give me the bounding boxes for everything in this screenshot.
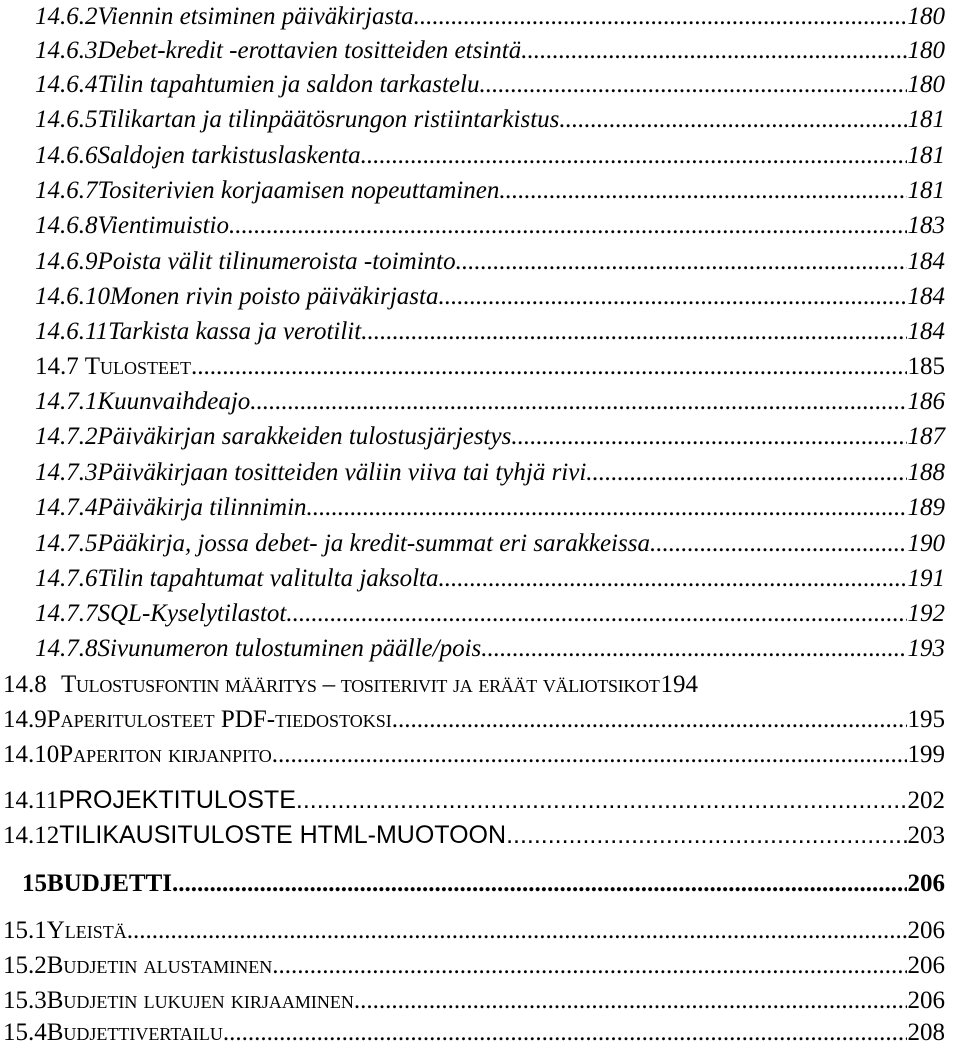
toc-page-number: 202	[907, 787, 945, 814]
dot-leader	[521, 34, 906, 68]
toc-entry-14-10[interactable]	[3, 738, 945, 772]
toc-number: 15.4	[3, 1019, 47, 1046]
dot-leader	[250, 385, 906, 419]
toc-entry-15-2[interactable]	[3, 949, 945, 983]
toc-title: Päiväkirja tilinnimin	[97, 494, 307, 521]
toc-page-number: 181	[907, 142, 945, 169]
toc-number: 14.6.8	[35, 212, 98, 239]
toc-page-number: 203	[907, 822, 945, 849]
toc-entry-14-6-9[interactable]	[35, 245, 945, 279]
toc-number: 14.7.3	[35, 459, 98, 486]
toc-title: Tilin tapahtumien ja saldon tarkastelu	[97, 71, 480, 98]
toc-title: Vientimuistio	[97, 212, 229, 239]
dot-leader	[586, 456, 906, 490]
toc-title: Monen rivin poisto päiväkirjasta	[110, 283, 439, 310]
toc-page-number: 191	[907, 565, 945, 592]
toc-entry-14-7-2[interactable]	[35, 420, 945, 454]
toc-page-number: 180	[907, 3, 945, 30]
toc-title: Sivunumeron tulostuminen päälle/pois	[97, 635, 482, 662]
toc-title: Yleistä	[46, 917, 127, 944]
toc-page-number: 206	[907, 952, 945, 979]
toc-number: 14.8	[3, 671, 47, 698]
toc-title: Kuunvaihdeajo	[97, 388, 251, 415]
toc-number: 15.1	[3, 917, 47, 944]
toc-title: Tulosteet	[84, 353, 192, 380]
toc-entry-14-7-8[interactable]	[35, 632, 945, 666]
toc-page-number: 184	[907, 318, 945, 345]
toc-title: Poista välit tilinumeroista -toiminto	[97, 248, 456, 275]
toc-number: 14.6.6	[35, 142, 98, 169]
toc-title: Budjetin lukujen kirjaaminen	[46, 987, 354, 1014]
toc-title: Paperitulosteet PDF-tiedostoksi	[46, 706, 392, 733]
toc-number: 14.7.4	[35, 494, 98, 521]
dot-leader	[307, 491, 907, 525]
toc-page-number: 199	[907, 741, 945, 768]
dot-leader	[361, 139, 907, 173]
toc-title: Debet-kredit -erottavien tositteiden etsintä	[97, 37, 522, 64]
toc-page-number: 189	[907, 494, 945, 521]
toc-entry-15-4[interactable]	[3, 1016, 945, 1050]
toc-number: 15.3	[3, 987, 47, 1014]
toc-page-number: 186	[907, 388, 945, 415]
toc-entry-14-7-5[interactable]	[35, 527, 945, 561]
dot-leader	[296, 783, 907, 817]
toc-page-number: 184	[907, 248, 945, 275]
toc-page-number: 190	[907, 530, 945, 557]
toc-title: PROJEKTITULOSTE	[58, 786, 296, 814]
toc-page-number: 206	[907, 917, 945, 944]
dot-leader	[354, 984, 907, 1018]
dot-leader	[481, 632, 906, 666]
toc-title: Budjetin alustaminen	[46, 952, 273, 979]
toc-page-number: 188	[907, 459, 945, 486]
toc-title: Päiväkirjan sarakkeiden tulostusjärjestys	[97, 423, 512, 450]
toc-entry-14-8[interactable]	[3, 668, 945, 702]
toc-number: 15.2	[3, 952, 47, 979]
toc-page-number: 193	[907, 635, 945, 662]
toc-page-number: 180	[907, 71, 945, 98]
toc-number: 14.6.3	[35, 37, 98, 64]
toc-number: 14.6.10	[35, 283, 110, 310]
dot-leader	[272, 949, 906, 983]
toc-entry-14-12[interactable]	[3, 818, 945, 852]
toc-number: 14.7.5	[35, 530, 98, 557]
toc-entry-14-6-5[interactable]	[35, 103, 945, 137]
toc-title: BUDJETTI	[47, 870, 173, 897]
toc-title: Paperiton kirjanpito	[59, 741, 272, 768]
toc-entry-14-7-7[interactable]	[35, 597, 945, 631]
toc-title: Viennin etsiminen päiväkirjasta	[97, 3, 414, 30]
dot-leader	[272, 738, 907, 772]
dot-leader	[414, 0, 907, 34]
toc-number: 14.6.2	[35, 3, 98, 30]
toc-entry-14-9[interactable]	[3, 703, 945, 737]
toc-entry-14-6-3[interactable]	[35, 34, 945, 68]
toc-number: 14.7.2	[35, 423, 98, 450]
toc-page-number: 181	[907, 106, 945, 133]
toc-entry-14-7-1[interactable]	[35, 385, 945, 419]
dot-leader	[286, 597, 906, 631]
toc-entry-14-6-2[interactable]	[35, 0, 945, 34]
toc-title: Pääkirja, jossa debet- ja kredit-summat eri sarakkeissa	[97, 530, 650, 557]
dot-leader	[172, 867, 906, 901]
toc-page-number: 187	[907, 423, 945, 450]
toc-entry-15[interactable]	[22, 867, 945, 901]
toc-page-number: 195	[907, 706, 945, 733]
toc-number: 14.7.6	[35, 565, 98, 592]
dot-leader	[456, 245, 907, 279]
toc-number: 14.11	[3, 787, 59, 814]
toc-number: 14.6.11	[35, 318, 109, 345]
toc-entry-14-6-4[interactable]	[35, 68, 945, 102]
toc-title: Päiväkirjaan tositteiden väliin viiva tai tyhjä rivi	[97, 459, 587, 486]
toc-page-number: 206	[907, 987, 945, 1014]
toc-number: 14.6.5	[35, 106, 98, 133]
toc-page-number: 192	[907, 600, 945, 627]
toc-page-number: 185	[907, 353, 945, 380]
toc-title: Tulostusfontin määritys – tositerivit ja eräät väliotsikot	[61, 671, 660, 698]
toc-number: 14.6.9	[35, 248, 98, 275]
dot-leader	[223, 1016, 907, 1050]
dot-leader	[392, 703, 907, 737]
toc-title: Saldojen tarkistuslaskenta	[97, 142, 361, 169]
toc-number: 14.7.8	[35, 635, 98, 662]
toc-number: 14.7.1	[35, 388, 98, 415]
toc-entry-14-6-10[interactable]	[35, 280, 945, 314]
toc-number: 14.7	[35, 353, 79, 380]
toc-number: 14.7.7	[35, 600, 98, 627]
toc-title: TILIKAUSITULOSTE HTML-MUOTOON	[59, 821, 507, 849]
toc-entry-14-7-6[interactable]	[35, 562, 945, 596]
toc-page-number: 208	[907, 1019, 945, 1046]
toc-number: 14.6.7	[35, 177, 98, 204]
toc-page-number: 180	[907, 37, 945, 64]
dot-leader	[191, 350, 906, 384]
toc-number: 14.10	[3, 741, 60, 768]
toc-number: 14.6.4	[35, 71, 98, 98]
toc-title: Tositerivien korjaamisen nopeuttaminen	[97, 177, 500, 204]
dot-leader	[499, 174, 906, 208]
toc-entry-14-11[interactable]	[3, 783, 945, 817]
toc-entry-14-6-6[interactable]	[35, 139, 945, 173]
toc-page-number: 183	[907, 212, 945, 239]
dot-leader	[439, 562, 907, 596]
toc-page-number: 206	[907, 870, 945, 897]
toc-entry-15-3[interactable]	[3, 984, 945, 1018]
dot-leader	[479, 68, 906, 102]
toc-entry-14-6-8[interactable]	[35, 209, 945, 243]
dot-leader	[438, 280, 906, 314]
toc-entry-14-7-3[interactable]	[35, 456, 945, 490]
toc-page-number: 181	[907, 177, 945, 204]
toc-page-number: 194	[660, 671, 699, 698]
toc-entry-14-7[interactable]	[35, 350, 945, 384]
toc-entry-15-1[interactable]	[3, 914, 945, 948]
toc-number: 14.12	[3, 822, 60, 849]
toc-title: SQL-Kyselytilastot	[97, 600, 287, 627]
dot-leader	[511, 420, 906, 454]
toc-title: Tarkista kassa ja verotilit	[108, 318, 362, 345]
dot-leader	[361, 315, 906, 349]
toc-title: Tilikartan ja tilinpäätösrungon ristiintarkistus	[97, 106, 560, 133]
toc-number: 14.9	[3, 706, 47, 733]
toc-title: Tilin tapahtumat valitulta jaksolta	[97, 565, 439, 592]
dot-leader	[506, 818, 906, 852]
toc-page-number: 184	[907, 283, 945, 310]
toc-entry-14-7-4[interactable]	[35, 491, 945, 525]
toc-title: Budjettivertailu	[46, 1019, 223, 1046]
dot-leader	[229, 209, 907, 243]
dot-leader	[559, 103, 906, 137]
toc-number: 15	[22, 870, 47, 897]
toc-entry-14-6-11[interactable]	[35, 315, 945, 349]
toc-entry-14-6-7[interactable]	[35, 174, 945, 208]
dot-leader	[650, 527, 907, 561]
dot-leader	[127, 914, 907, 948]
